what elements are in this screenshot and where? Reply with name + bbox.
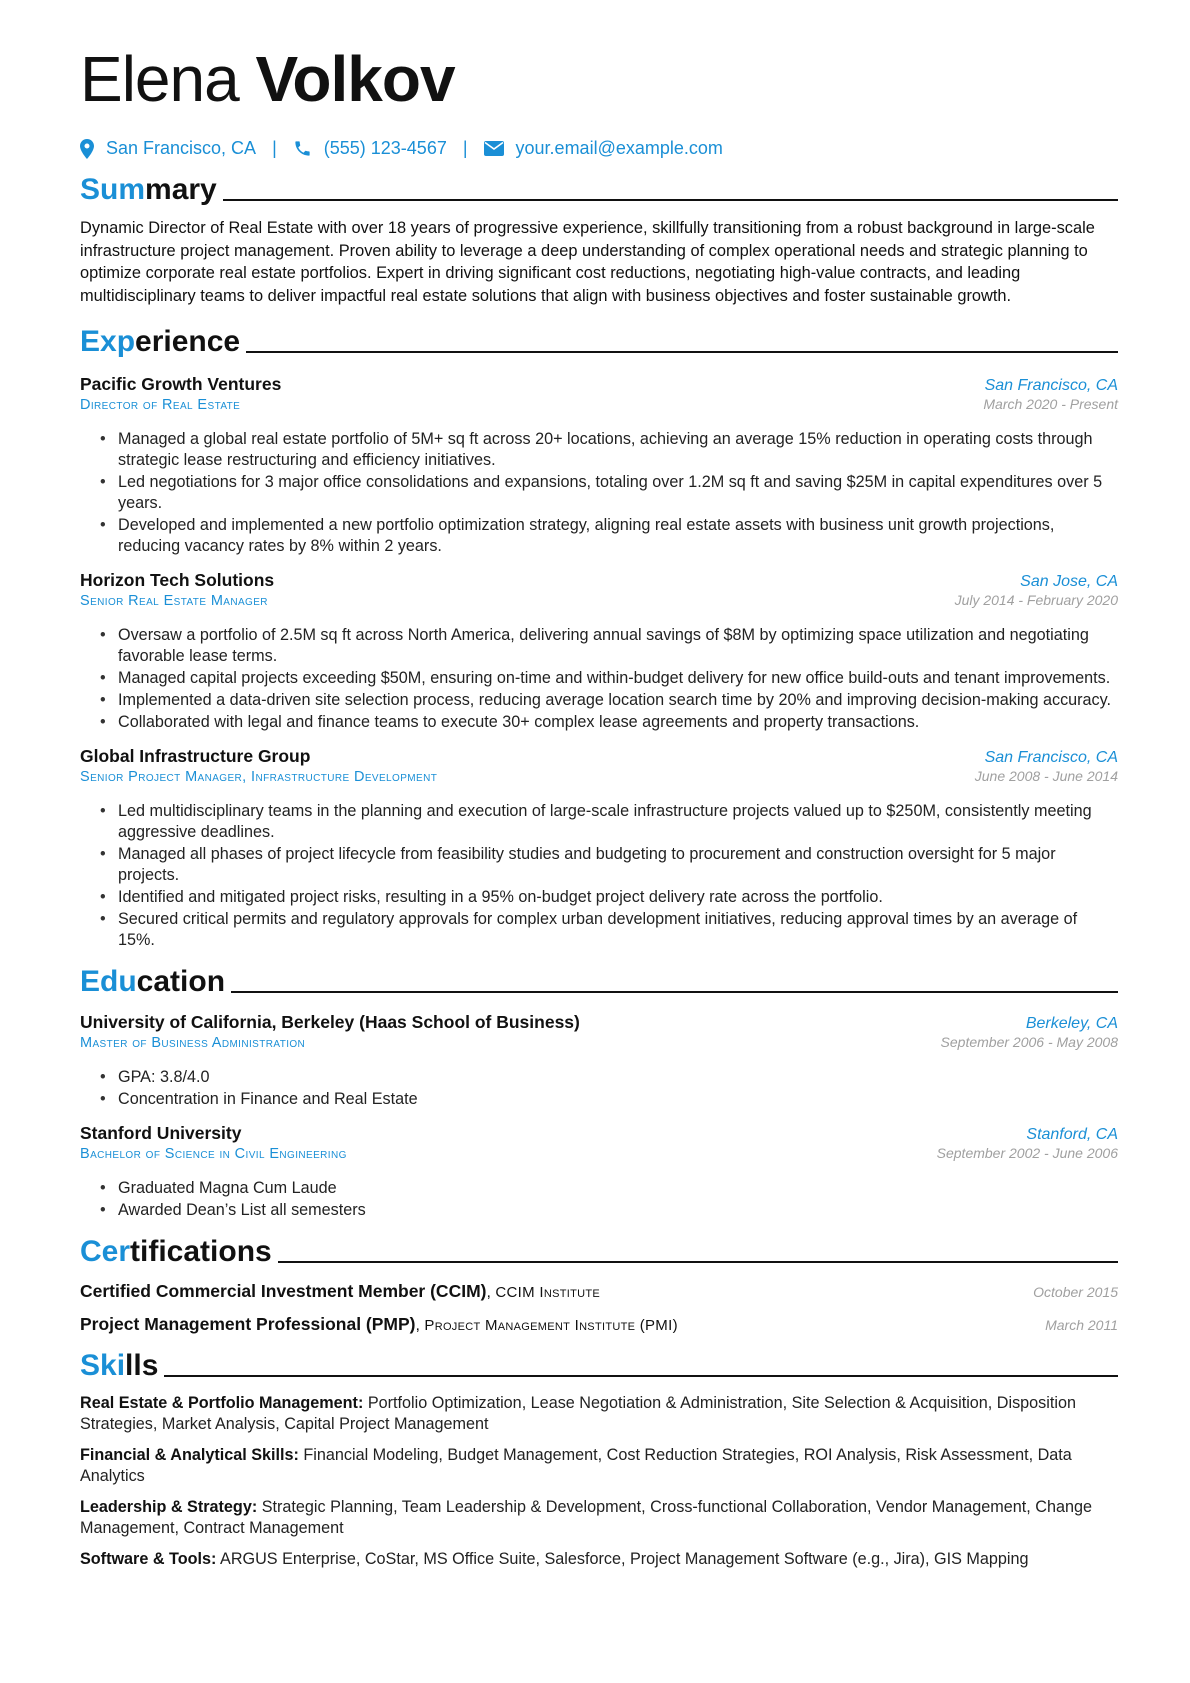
skill-group [80, 1497, 1118, 1539]
contact-phone[interactable] [293, 138, 447, 159]
section-rule [223, 199, 1118, 201]
skill-list: Financial Modeling, Budget Management, Cost Reduction Strategies, ROI Analysis, Risk Assessment, Data Analytics [80, 1446, 1072, 1486]
contact-separator: | [462, 138, 468, 158]
job-bullets [80, 625, 1118, 733]
education-dates: September 2002 - June 2006 [936, 1145, 1118, 1162]
location-text: San Francisco, CA [106, 138, 257, 158]
job-bullets [80, 801, 1118, 951]
bullet-item: • Led multidisciplinary teams in the planning and execution of large-scale infrastructure projects valued up to $250M, consistently meeting aggressive deadlines. [118, 801, 1118, 843]
job-bullets [80, 429, 1118, 557]
certification-issuer: CCIM Institute [495, 1284, 601, 1302]
company-name: Horizon Tech Solutions [80, 570, 275, 591]
skill-list: Portfolio Optimization, Lease Negotiation & Administration, Site Selection & Acquisition, Disposition Strategies, Market Analysis, Capital Project Management [80, 1394, 1076, 1434]
degree: Master of Business Administration [80, 1035, 306, 1052]
phone-icon [293, 139, 312, 158]
education-bullets [80, 1067, 1118, 1110]
contact-email[interactable] [484, 138, 723, 159]
job-entry [80, 569, 1118, 733]
company-name: Pacific Growth Ventures [80, 374, 282, 395]
bullet-item: • Secured critical permits and regulatory approvals for complex urban development initiatives, reducing approval times by an average of 15%. [118, 909, 1118, 951]
certification-issuer: Project Management Institute (PMI) [424, 1317, 678, 1335]
experience-heading: Experience [80, 325, 1118, 359]
bullet-item: • Identified and mitigated project risks, resulting in a 95% on-budget project delivery rate across the portfolio. [118, 887, 1118, 908]
bullet-item: • Led negotiations for 3 major office consolidations and expansions, totaling over 1.2M sq ft and saving $25M in capital expenditures over 5 years. [118, 472, 1118, 514]
job-location: San Francisco, CA [984, 749, 1118, 767]
bullet-item: • GPA: 3.8/4.0 [118, 1067, 1118, 1088]
section-rule [278, 1261, 1118, 1263]
bullet-item: • Implemented a data-driven site selection process, reducing average location search time by 20% and improving decision-making accuracy. [118, 690, 1118, 711]
skill-list: ARGUS Enterprise, CoStar, MS Office Suite, Salesforce, Project Management Software (e.g., Jira), GIS Mapping [220, 1550, 1029, 1569]
school-name: University of California, Berkeley (Haas School of Business) [80, 1012, 580, 1033]
summary-text: Dynamic Director of Real Estate with over 18 years of progressive experience, skillfully transitioning from a robust background in large-scale infrastructure project management. Proven ability to leverage a deep understanding of complex operational needs and strategic planning to optimize corporate real estate portfolios. Expert in driving significant cost reductions, negotiating high-value contracts, and leading multidisciplinary teams to deliver impactful real estate solutions that align with business objectives and foster sustainable growth. [80, 219, 1095, 305]
certifications-heading: Certifications [80, 1235, 1118, 1269]
last-name: Volkov [255, 43, 455, 115]
bullet-item: • Graduated Magna Cum Laude [118, 1178, 1118, 1199]
certification-item: Project Management Professional (PMP), Project Management Institute (PMI) March 2011 [80, 1314, 1118, 1335]
job-dates: June 2008 - June 2014 [974, 768, 1118, 785]
map-marker-icon [80, 139, 94, 159]
job-entry [80, 373, 1118, 557]
contact-bar [80, 138, 1118, 159]
bullet-item: • Managed a global real estate portfolio of 5M+ sq ft across 20+ locations, achieving an average 15% reduction in operating costs through strategic lease restructuring and efficiency initiatives. [118, 429, 1118, 471]
summary-heading: Summary [80, 173, 1118, 207]
bullet-item: • Collaborated with legal and finance teams to execute 30+ complex lease agreements and property transactions. [118, 712, 1118, 733]
job-title: Director of Real Estate [80, 397, 241, 414]
bullet-item: • Managed capital projects exceeding $50M, ensuring on-time and within-budget delivery for new office build-outs and tenant improvements. [118, 668, 1118, 689]
education-bullets [80, 1178, 1118, 1221]
education-heading: Education [80, 965, 1118, 999]
certification-name: Certified Commercial Investment Member (CCIM) [80, 1281, 487, 1302]
school-location: Berkeley, CA [1025, 1015, 1118, 1033]
bullet-item: • Concentration in Finance and Real Estate [118, 1089, 1118, 1110]
certification-item: Certified Commercial Investment Member (CCIM), CCIM Institute October 2015 [80, 1281, 1118, 1302]
job-dates: July 2014 - February 2020 [954, 592, 1118, 609]
certification-date: October 2015 [1033, 1284, 1118, 1301]
degree: Bachelor of Science in Civil Engineering [80, 1146, 347, 1163]
skills-heading: Skills [80, 1349, 1118, 1383]
job-dates: March 2020 - Present [983, 396, 1118, 413]
job-title: Senior Real Estate Manager [80, 593, 268, 610]
section-rule [231, 991, 1118, 993]
contact-location [80, 138, 256, 159]
bullet-item: • Oversaw a portfolio of 2.5M sq ft across North America, delivering annual savings of $8M by optimizing space utilization and negotiating favorable lease terms. [118, 625, 1118, 667]
skill-list: Strategic Planning, Team Leadership & Development, Cross-functional Collaboration, Vendor Management, Change Management, Contract Management [80, 1498, 1092, 1538]
skill-label: Financial & Analytical Skills: [80, 1446, 299, 1465]
skill-group [80, 1549, 1118, 1570]
envelope-icon [484, 141, 504, 156]
education-entry [80, 1122, 1118, 1221]
certification-date: March 2011 [1045, 1317, 1118, 1334]
job-location: San Jose, CA [1020, 573, 1118, 591]
certification-name: Project Management Professional (PMP) [80, 1314, 416, 1335]
education-entry [80, 1011, 1118, 1110]
contact-separator: | [272, 138, 277, 158]
job-location: San Francisco, CA [984, 377, 1118, 395]
phone-text: (555) 123-4567 [323, 138, 447, 158]
skill-group [80, 1393, 1118, 1435]
first-name: Elena [80, 43, 239, 115]
education-dates: September 2006 - May 2008 [940, 1034, 1118, 1051]
school-name: Stanford University [80, 1123, 242, 1144]
section-rule [164, 1375, 1118, 1377]
company-name: Global Infrastructure Group [80, 746, 311, 767]
bullet-item: • Managed all phases of project lifecycle from feasibility studies and budgeting to procurement and construction oversight for 5 major projects. [118, 844, 1118, 886]
job-entry [80, 745, 1118, 951]
skill-label: Leadership & Strategy: [80, 1498, 258, 1517]
skill-group [80, 1445, 1118, 1487]
bullet-item: • Awarded Dean’s List all semesters [118, 1200, 1118, 1221]
skill-label: Real Estate & Portfolio Management: [80, 1394, 364, 1413]
job-title: Senior Project Manager, Infrastructure Development [80, 769, 438, 786]
section-rule [246, 351, 1118, 353]
candidate-name [80, 42, 1118, 116]
school-location: Stanford, CA [1026, 1126, 1118, 1144]
bullet-item: • Developed and implemented a new portfolio optimization strategy, aligning real estate assets with business unit growth projections, reducing vacancy rates by 8% within 2 years. [118, 515, 1118, 557]
skill-label: Software & Tools: [80, 1550, 217, 1569]
email-text: your.email@example.com [515, 138, 723, 158]
